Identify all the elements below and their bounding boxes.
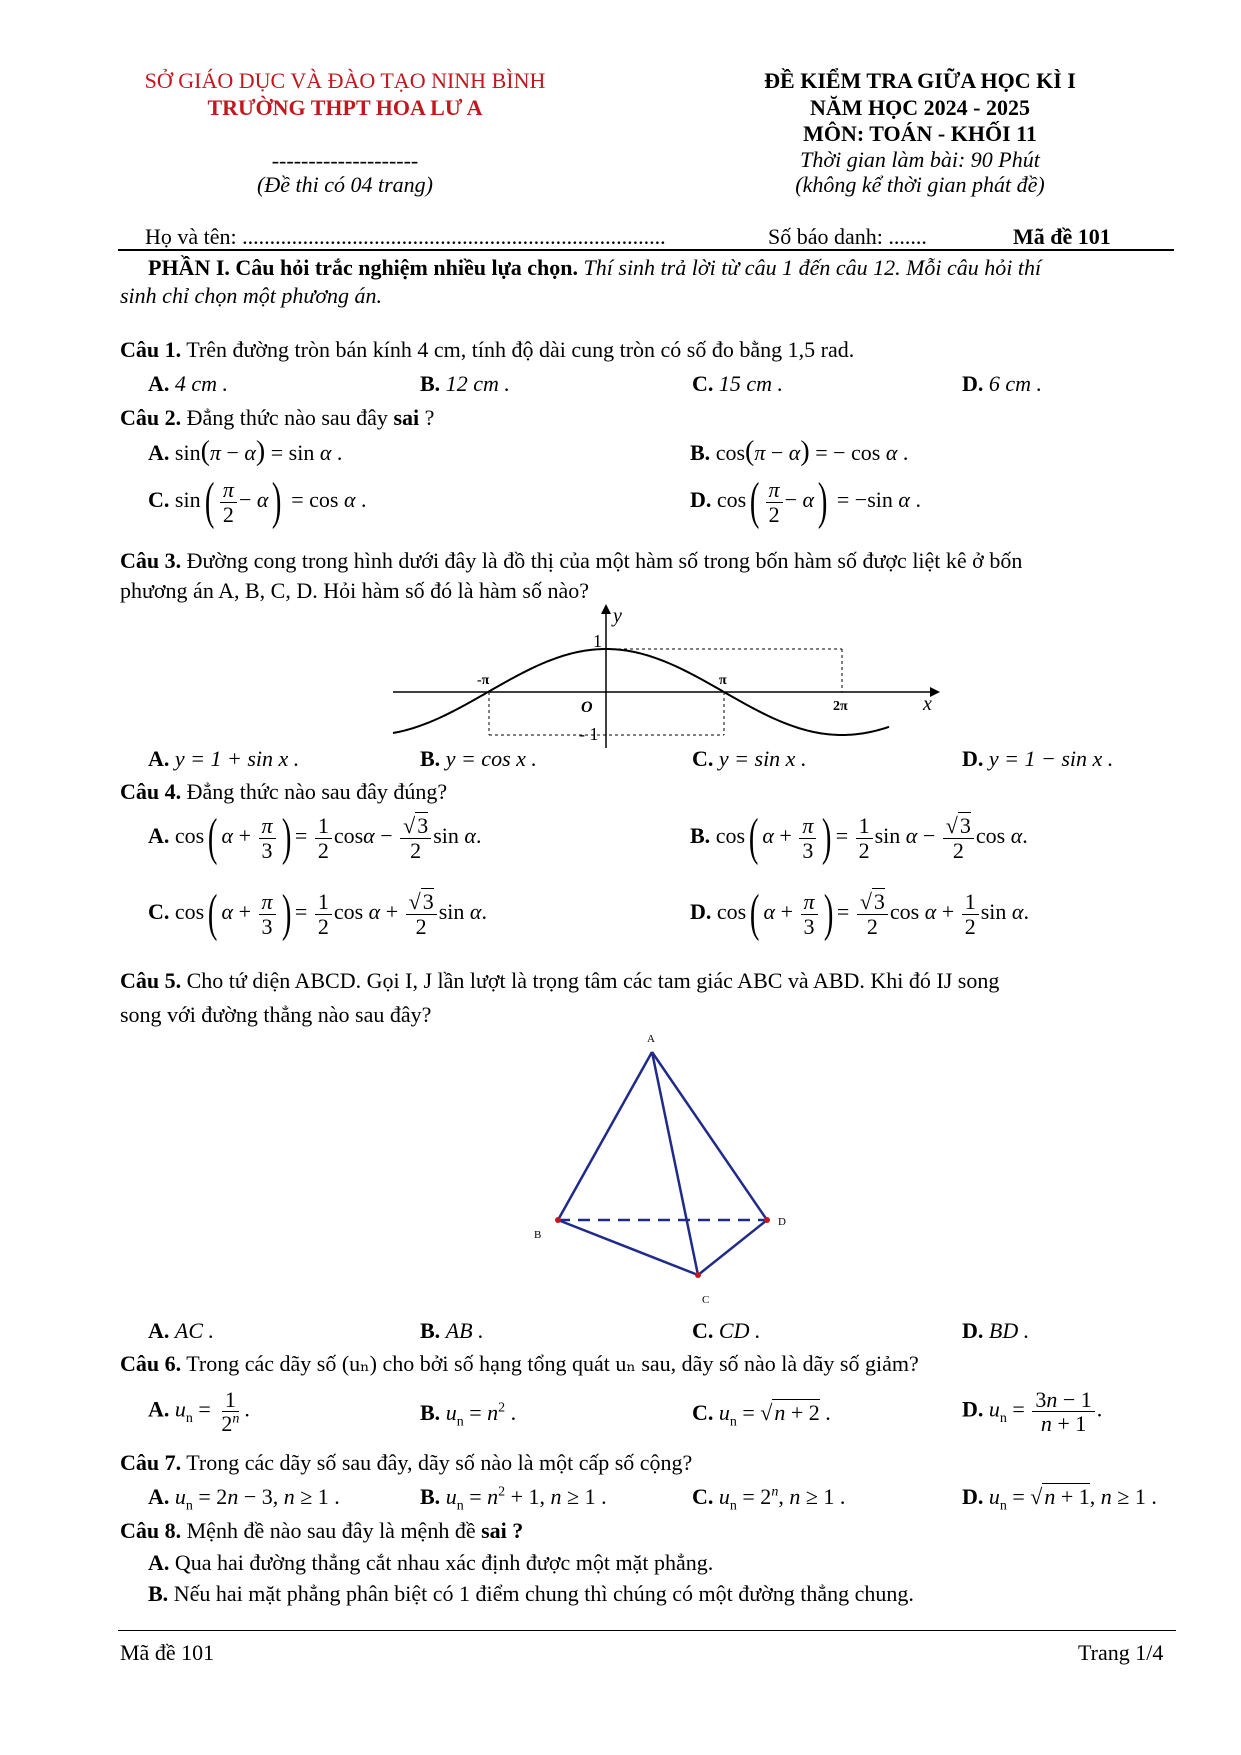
question-2-text: Đẳng thức nào sau đây [181,405,394,430]
question-8-emphasis: sai [481,1518,507,1543]
student-name-field: Họ và tên: ............................................................................. [145,224,666,249]
graph-label-origin: O [581,699,593,716]
part1-instr-1: Thí sinh trả lời từ câu 1 đến câu 12. Mỗi câu hỏi thí [578,255,1042,280]
q6-option-b: B. $u_n = n^2$ . [420,1400,517,1430]
question-4 [120,779,447,805]
q6-option-c: C. $u_n = √n + 2$ . [692,1400,831,1430]
question-8-label: Câu 8. [120,1518,182,1543]
q3-option-b: B. y = cos x . [420,746,537,771]
tetrahedron-figure [530,1030,810,1310]
question-7 [120,1450,692,1476]
question-1-text: Trên đường tròn bán kính 4 cm, tính độ dài cung tròn có số đo bằng 1,5 rad. [181,337,855,362]
question-3 [120,546,1178,606]
question-8: Câu 8. Mệnh đề nào sau đây là mệnh đề sai ? [120,1518,524,1543]
q1-option-b: B. 12 cm . [420,371,510,396]
part1-instructions [120,254,1178,310]
exam-time-note: (không kể thời gian phát đề) [795,172,1045,197]
question-2: Câu 2. Đẳng thức nào sau đây sai ? [120,405,435,430]
question-8-text: Mệnh đề nào sau đây là mệnh đề [181,1518,482,1543]
label-c: C [702,1294,710,1306]
page-count-note: (Đề thi có 04 trang) [257,172,433,197]
q1-option-c: C. 15 cm . [692,371,784,396]
vertex-b [555,1217,561,1223]
q2-option-c: C. sin( $\frac{\pi}{2}$ − α) = cos α . [148,473,367,530]
graph-label-neg-pi: -π [477,673,490,688]
graph-label-2pi: 2π [833,699,848,714]
question-6-label: Câu 6. [120,1351,182,1376]
q2-option-a: A. sin(π − α) = sin α . [148,436,343,467]
label-a: A [647,1033,655,1045]
part1-title: PHẦN I. Câu hỏi trắc nghiệm nhiều lựa chọn. [148,255,579,280]
question-7-text: Trong các dãy số sau đây, dãy số nào là một cấp số cộng? [181,1450,693,1475]
question-1 [120,337,854,363]
question-5-text-2: song với đường thẳng nào sau đây? [120,1002,432,1027]
label-b: B [534,1229,542,1241]
graph-label-pi: π [719,673,727,688]
question-3-text-1: Đường cong trong hình dưới đây là đồ thị của một hàm số trong bốn hàm số được liệt kê ở bốn [181,548,1023,573]
edge-dc [698,1220,767,1275]
question-3-label: Câu 3. [120,548,182,573]
q5-option-a: A. AC . [148,1318,215,1343]
exam-code: Mã đề 101 [1013,224,1111,249]
header-dashes: -------------------- [271,148,419,173]
graph-y-arrow [601,604,611,614]
question-5 [120,964,1178,1032]
label-d: D [778,1216,786,1228]
cosine-graph [385,600,955,750]
q8-option-b: B. Nếu hai mặt phẳng phân biệt có 1 điểm chung thì chúng có một đường thẳng chung. [148,1581,914,1606]
q4-option-d: D. cos( α + $\frac{\pi}{3}$ ) = $\frac{√3}{2}$ cos α + $\frac{1}{2}$ sin α. [690,885,1029,942]
footer-page-number: Trang 1/4 [1078,1640,1164,1665]
vertex-c [695,1272,701,1278]
q4-option-b: B. cos( α + $\frac{\pi}{3}$ ) = $\frac{1}{2}$ sin α − $\frac{√3}{2}$ cos α. [690,809,1028,866]
q3-option-c: C. y = sin x . [692,746,807,771]
question-7-label: Câu 7. [120,1450,182,1475]
question-5-label: Câu 5. [120,968,182,993]
q4-option-a: A. cos( α + $\frac{\pi}{3}$ ) = $\frac{1}{2}$ cosα − $\frac{√3}{2}$ sin α. [148,809,482,866]
q4-option-c: C. cos( α + $\frac{\pi}{3}$ ) = $\frac{1}{2}$ cos α + $\frac{√3}{2}$ sin α. [148,885,487,942]
q6-option-d: D. $u_n$ = $\frac{3n - 1}{n + 1}$ . [962,1387,1103,1437]
question-4-label: Câu 4. [120,779,182,804]
school-name: TRƯỜNG THPT HOA LƯ A [207,95,483,120]
graph-label-one: 1 [593,631,602,651]
exam-title: ĐỀ KIỂM TRA GIỮA HỌC KÌ I [764,68,1076,93]
graph-label-x: x [923,693,932,715]
graph-label-neg-one: - 1 [579,724,599,744]
question-2-emphasis: sai [393,405,420,430]
footer-exam-code: Mã đề 101 [120,1640,215,1665]
q5-option-d: D. BD . [962,1318,1030,1343]
q1-option-d: D. 6 cm . [962,371,1043,396]
header-divider [118,249,1174,251]
q7-option-c: C. $u_n = 2^n$, n ≥ 1 . [692,1484,846,1514]
exam-time: Thời gian làm bài: 90 Phút [800,147,1040,172]
q2-option-b: B. cos(π − α) = − cos α . [690,436,909,467]
question-1-label: Câu 1. [120,337,182,362]
vertex-d [764,1217,770,1223]
question-5-text-1: Cho tứ diện ABCD. Gọi I, J lần lượt là trọng tâm các tam giác ABC và ABD. Khi đó IJ song [181,968,1000,993]
q3-option-d: D. y = 1 − sin x . [962,746,1114,771]
q6-option-a: A. $u_n$ = $\frac{1}{2^n}$ . [148,1387,250,1437]
question-4-text: Đẳng thức nào sau đây đúng? [181,779,448,804]
q5-option-c: C. CD . [692,1318,761,1343]
graph-label-y: y [613,605,622,627]
edge-ab [558,1052,652,1220]
q8-option-a: A. Qua hai đường thẳng cắt nhau xác định được một mặt phẳng. [148,1550,714,1575]
question-6-text: Trong các dãy số (uₙ) cho bởi số hạng tổng quát uₙ sau, dãy số nào là dãy số giảm? [181,1351,919,1376]
q3-option-a: A. y = 1 + sin x . [148,746,300,771]
student-id-field: Số báo danh: ....... [768,224,927,249]
edge-bc [558,1220,698,1275]
school-year: NĂM HỌC 2024 - 2025 [810,95,1030,120]
subject: MÔN: TOÁN - KHỐI 11 [803,121,1037,146]
q7-option-b: B. $u_n = n^2 + 1$, n ≥ 1 . [420,1484,607,1514]
question-6 [120,1351,919,1377]
department-name: SỞ GIÁO DỤC VÀ ĐÀO TẠO NINH BÌNH [144,68,546,93]
question-2-label: Câu 2. [120,405,182,430]
q7-option-d: D. $u_n = √n + 1$, n ≥ 1 . [962,1484,1157,1514]
question-3-text-2: phương án A, B, C, D. Hỏi hàm số đó là hàm số nào? [120,578,590,603]
q7-option-a: A. $u_n = 2n - 3$, n ≥ 1 . [148,1484,340,1514]
q2-option-d: D. cos( $\frac{\pi}{2}$ − α) = −sin α . [690,473,921,530]
q5-option-b: B. AB . [420,1318,484,1343]
footer-divider [118,1630,1176,1631]
q1-option-a: A. 4 cm . [148,371,229,396]
part1-instr-2: sinh chỉ chọn một phương án. [120,283,383,308]
